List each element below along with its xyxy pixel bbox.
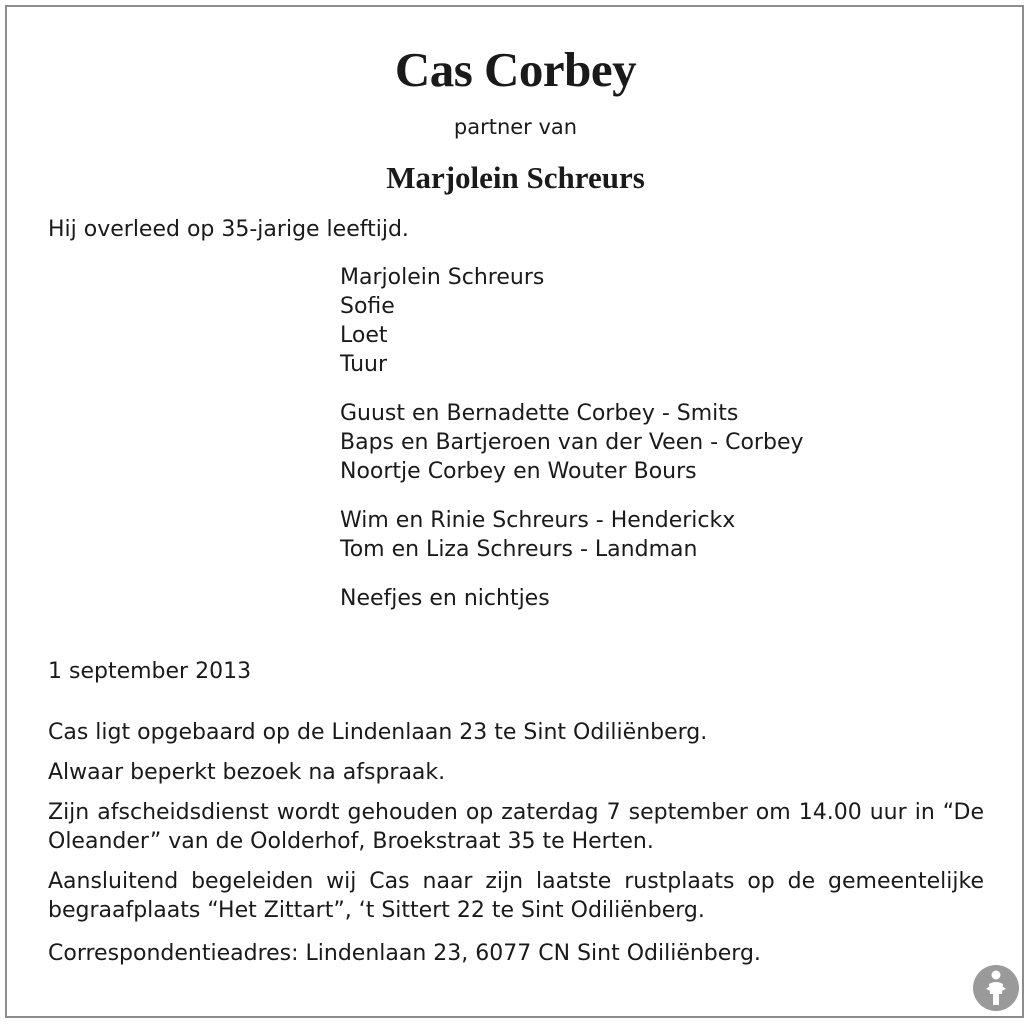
family-member: Guust en Bernadette Corbey - Smits: [340, 401, 739, 426]
family-member: Tom en Liza Schreurs - Landman: [340, 537, 698, 562]
detail-paragraph: Aansluitend begeleiden wij Cas naar zijn laatste rustplaats op de gemeentelijke begraafplaats “Het Zittart”, ‘t Sittert 22 te Sint Odiliënberg.: [48, 869, 984, 923]
detail-paragraph: Cas ligt opgebaard op de Lindenlaan 23 te Sint Odiliënberg.: [48, 720, 708, 745]
funeral-details: [48, 718, 984, 979]
family-group: [340, 584, 804, 613]
partner-name: Marjolein Schreurs: [386, 160, 645, 195]
family-group: [340, 506, 804, 564]
announcement-date: 1 september 2013: [48, 659, 252, 684]
detail-paragraph: Zijn afscheidsdienst wordt gehouden op zaterdag 7 september om 14.00 uur in “De Oleander” van de Oolderhof, Broekstraat 35 te Herten.: [48, 800, 984, 854]
detail-paragraph: Alwaar beperkt bezoek na afspraak.: [48, 760, 446, 785]
family-member: Neefjes en nichtjes: [340, 586, 550, 611]
family-member: Sofie: [340, 294, 395, 319]
family-group: [340, 399, 804, 486]
memorial-figure-icon: [972, 964, 1020, 1012]
family-member: Wim en Rinie Schreurs - Henderickx: [340, 508, 736, 533]
family-member: Marjolein Schreurs: [340, 265, 545, 290]
family-member: Tuur: [340, 352, 388, 377]
family-list: [340, 263, 804, 633]
family-member: Loet: [340, 323, 388, 348]
intro-text: Hij overleed op 35-jarige leeftijd.: [48, 217, 409, 242]
family-member: Noortje Corbey en Wouter Bours: [340, 459, 697, 484]
family-group: [340, 263, 804, 379]
family-member: Baps en Bartjeroen van der Veen - Corbey: [340, 430, 804, 455]
deceased-name: Cas Corbey: [394, 42, 637, 97]
partner-of-label: partner van: [453, 115, 578, 139]
correspondence-address: Correspondentieadres: Lindenlaan 23, 6077 CN Sint Odiliënberg.: [48, 941, 761, 966]
